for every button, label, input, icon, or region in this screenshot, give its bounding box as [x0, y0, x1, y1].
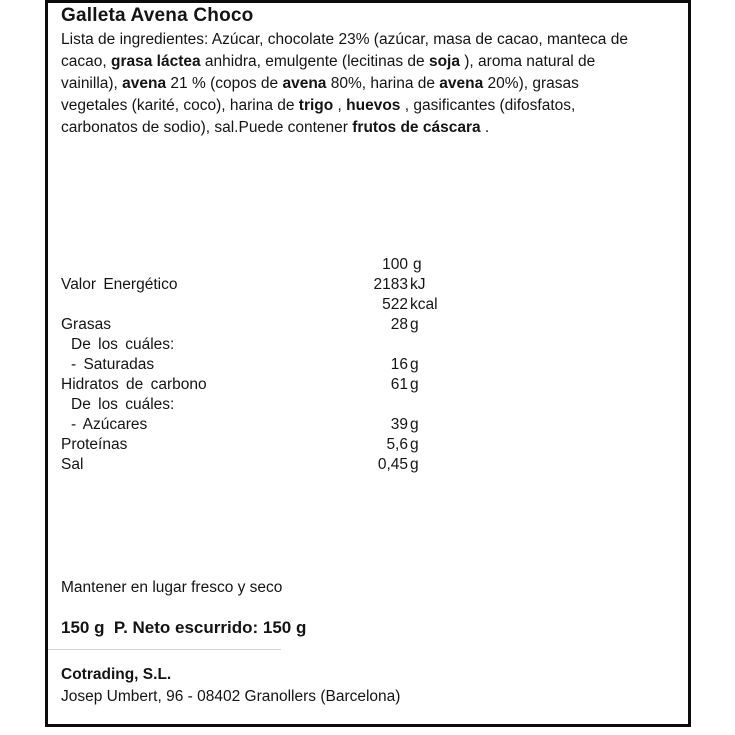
nutrient-unit: g [410, 416, 419, 433]
nutrient-label: Sal [61, 456, 84, 473]
nutrition-row [61, 375, 661, 395]
nutrient-label: Proteínas [61, 436, 128, 453]
nutrient-unit: kcal [410, 296, 438, 313]
nutrient-unit: g [413, 256, 422, 273]
nutrition-row [61, 395, 661, 415]
nutrient-unit: g [410, 456, 419, 473]
ingredient-allergen-bold: soja [428, 53, 460, 70]
nutrient-value: 61 [390, 376, 408, 393]
nutrient-label: - Azúcares [71, 416, 148, 433]
nutrient-label: - Saturadas [71, 356, 155, 373]
ingredients-paragraph [61, 29, 677, 139]
manufacturer-address: Josep Umbert, 96 - 08402 Granollers (Barcelona) [61, 688, 401, 705]
ingredient-text: 20%), grasas [483, 75, 579, 92]
nutrient-value: 0,45 [377, 456, 408, 473]
nutrient-label: De los cuáles: [71, 396, 175, 413]
nutrient-value: 39 [390, 416, 408, 433]
column-header-value: 100 [382, 256, 408, 273]
ingredient-text: anhidra, emulgente (lecitinas de [200, 53, 429, 70]
nutrition-row [61, 335, 661, 355]
nutrition-row [61, 295, 661, 315]
nutrient-unit: kJ [410, 276, 426, 293]
nutrient-value: 28 [390, 316, 408, 333]
ingredient-text: vainilla), [61, 75, 123, 92]
nutrient-unit: g [410, 436, 419, 453]
storage-instructions: Mantener en lugar fresco y seco [61, 579, 283, 596]
ingredient-allergen-bold: grasa láctea [110, 53, 201, 70]
nutrient-label: Valor Energético [61, 276, 178, 293]
nutrient-value: 2183 [373, 276, 408, 293]
nutrition-row [61, 455, 661, 475]
ingredient-text: vegetales (karité, coco), harina de [61, 97, 299, 114]
nutrient-value: 5,6 [386, 436, 408, 453]
ingredient-allergen-bold: avena [282, 75, 327, 92]
ingredient-text: , gasificantes (difosfatos, [400, 97, 576, 114]
ingredient-allergen-bold: trigo [298, 97, 334, 114]
nutrient-value: 522 [382, 296, 408, 313]
nutrition-row [61, 415, 661, 435]
nutrition-header-row [61, 255, 661, 275]
nutrient-unit: g [410, 356, 419, 373]
ingredient-allergen-bold: frutos de cáscara [352, 119, 481, 136]
ingredient-text: carbonatos de sodio), sal.Puede contener [61, 119, 353, 136]
nutrient-unit: g [410, 376, 419, 393]
ingredient-text: 80%, harina de [326, 75, 440, 92]
ingredient-allergen-bold: avena [122, 75, 167, 92]
product-label-box [45, 0, 691, 727]
nutrient-value: 16 [390, 356, 408, 373]
ingredient-text: ), aroma natural de [459, 53, 596, 70]
ingredient-allergen-bold: huevos [346, 97, 401, 114]
nutrition-row [61, 355, 661, 375]
ingredient-text: , [333, 97, 347, 114]
ingredient-text: cacao, [61, 53, 111, 70]
ingredient-text: . [480, 119, 490, 136]
product-title: Galleta Avena Choco [61, 5, 254, 26]
divider-line [48, 649, 281, 650]
ingredient-text: Lista de ingredientes: Azúcar, chocolate 23% (azúcar, masa de cacao, manteca de [61, 31, 628, 48]
ingredient-allergen-bold: avena [439, 75, 484, 92]
nutrition-table [61, 255, 661, 475]
manufacturer-name: Cotrading, S.L. [61, 666, 172, 683]
net-weight-line: 150 g P. Neto escurrido: 150 g [61, 618, 307, 637]
nutrition-row [61, 435, 661, 455]
nutrient-label: De los cuáles: [71, 336, 175, 353]
ingredient-text: 21 % (copos de [166, 75, 283, 92]
nutrient-label: Hidratos de carbono [61, 376, 207, 393]
nutrition-row [61, 315, 661, 335]
nutrient-unit: g [410, 316, 419, 333]
nutrition-row [61, 275, 661, 295]
nutrient-label: Grasas [61, 316, 111, 333]
